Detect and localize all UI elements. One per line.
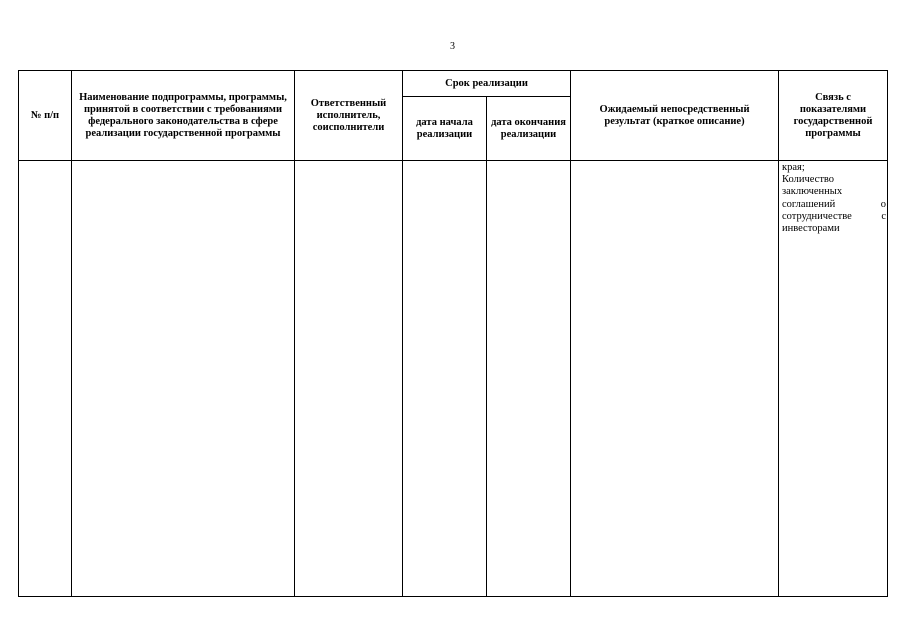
program-table [18,70,888,597]
link-cell-text [782,162,886,235]
link-line [782,211,886,223]
link-word: соглашений [782,198,836,210]
link-line: инвесторами [782,223,840,235]
page-number: 3 [450,41,455,52]
header-start-date: дата начала реализации [416,116,473,140]
header-link: Связь с показателями государственной программы [793,91,873,139]
header-number: № п/п [30,109,60,121]
link-line: Количество [782,174,835,186]
header-executor: Ответственный исполнитель, соисполнители [310,97,387,133]
link-line: края; [782,162,805,173]
link-word: о [880,198,886,210]
header-name: Наименование подпрограммы, программы, принятой в соответствии с требованиями федерального законодательства в сфере реализации государственной программы [79,91,287,139]
header-period: Срок реализации [445,77,528,89]
link-word: сотрудничестве [782,210,852,222]
header-bottom-divider [19,160,887,161]
header-result: Ожидаемый непосредственный результат (краткое описание) [599,103,750,127]
header-end-date: дата окончания реализации [491,116,566,140]
column-divider [486,96,487,596]
link-line [782,199,886,211]
link-word: с [881,210,886,222]
link-line: заключенных [782,186,843,198]
